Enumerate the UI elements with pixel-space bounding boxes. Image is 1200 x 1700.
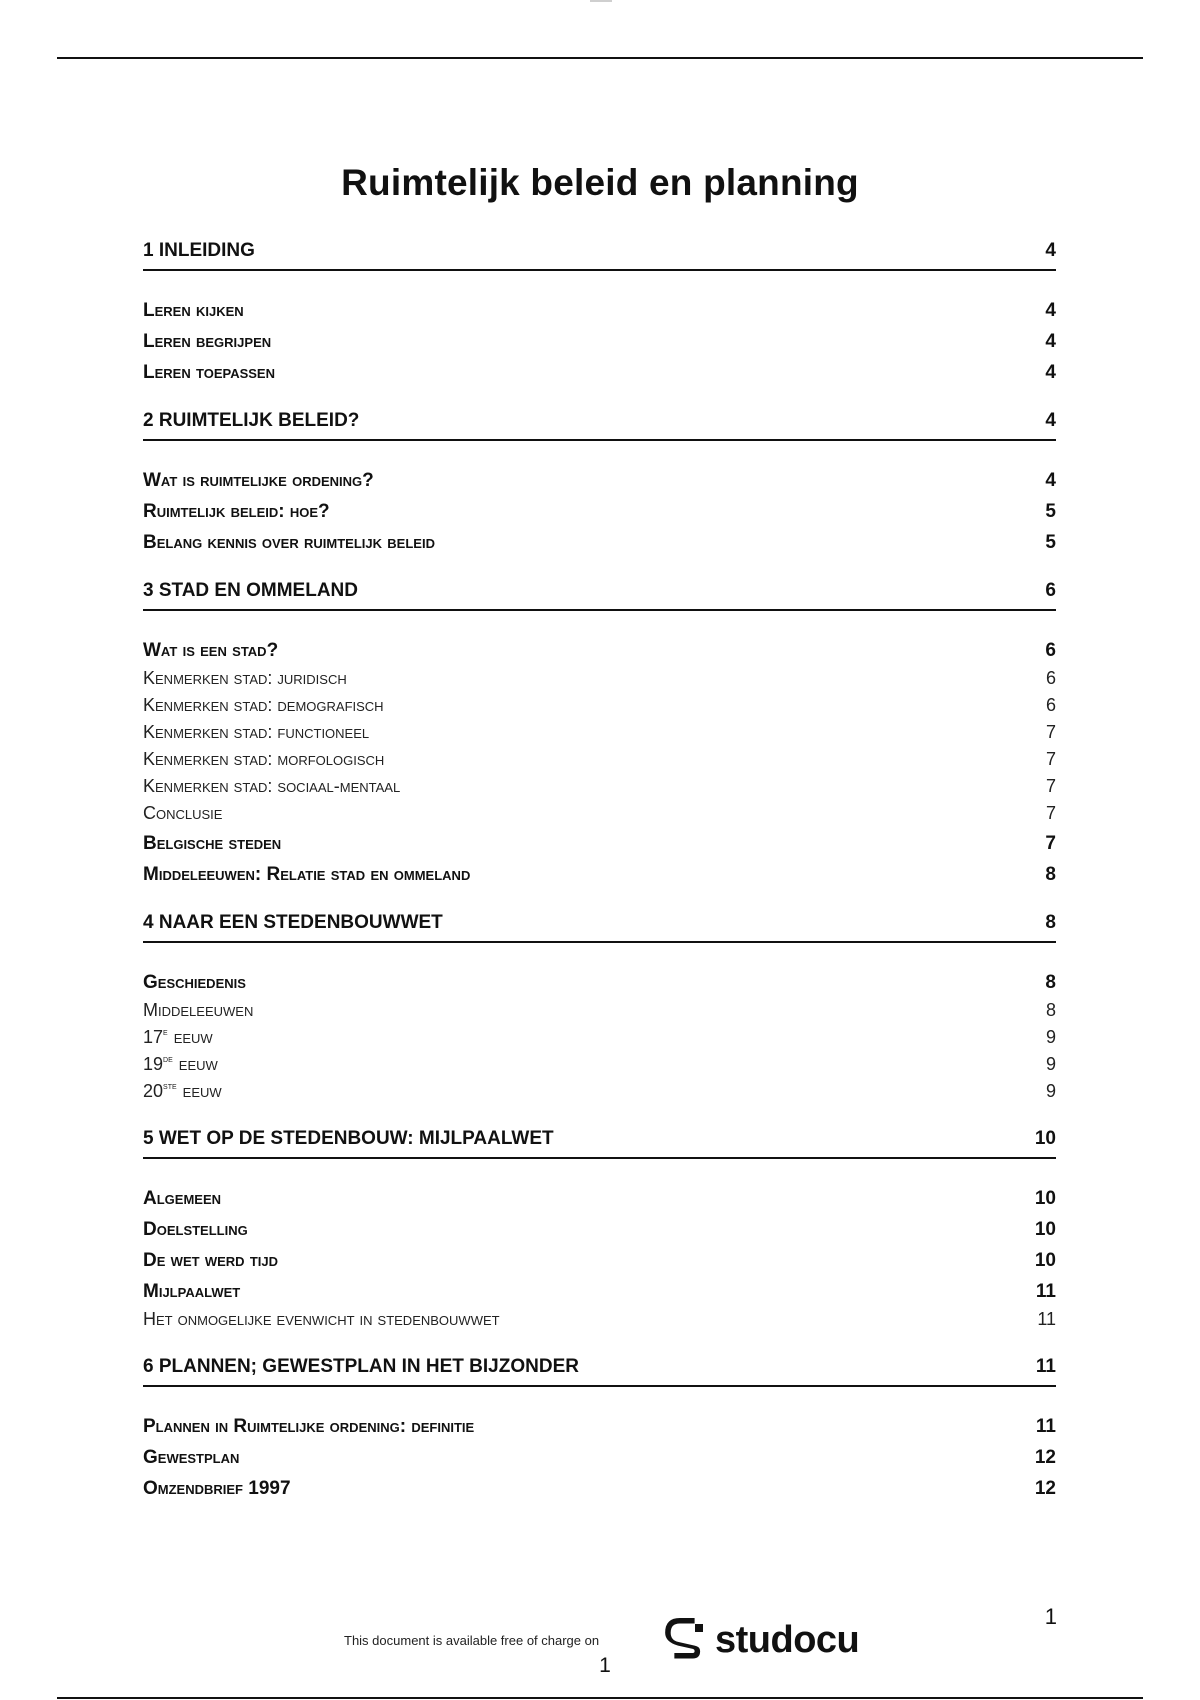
toc-entry-label: Omzendbrief 1997 xyxy=(143,1478,291,1499)
page-number-center: 1 xyxy=(599,1654,611,1677)
toc-section-heading[interactable] xyxy=(143,406,1056,441)
toc-entry-page: 12 xyxy=(1034,1478,1056,1499)
toc-heading-page: 4 xyxy=(1045,410,1056,431)
toc-entry[interactable] xyxy=(143,464,1056,490)
toc-heading-label: 1 INLEIDING xyxy=(143,240,255,261)
toc-entry[interactable] xyxy=(143,822,1056,853)
toc-entry-label xyxy=(143,1055,218,1073)
toc-section xyxy=(143,1352,1056,1498)
toc-entry-page: 4 xyxy=(1045,331,1056,352)
toc-entry-number: 17 xyxy=(143,1027,164,1047)
toc-entry[interactable] xyxy=(143,1208,1056,1239)
toc-entry[interactable] xyxy=(143,795,1056,822)
toc-section-heading[interactable] xyxy=(143,1124,1056,1159)
toc-entry[interactable] xyxy=(143,768,1056,795)
toc-entry-page: 10 xyxy=(1034,1188,1056,1209)
toc-section-heading[interactable] xyxy=(143,576,1056,611)
toc-entry-page: 10 xyxy=(1034,1250,1056,1271)
toc-entry-label: Leren toepassen xyxy=(143,362,275,383)
toc-entry-label xyxy=(143,1082,222,1100)
toc-entry-label: Middeleeuwen xyxy=(143,1000,254,1020)
toc-entry-suffix: eeuw xyxy=(173,1054,218,1074)
toc-entry-label: De wet werd tijd xyxy=(143,1250,278,1271)
toc-entry-label: Belgische steden xyxy=(143,833,282,854)
page-number-right: 1 xyxy=(1044,1604,1057,1629)
toc-entry-label: Geschiedenis xyxy=(143,972,246,993)
toc-entry-page: 6 xyxy=(1045,668,1056,688)
toc-entry[interactable] xyxy=(143,634,1056,660)
toc-entry-label: Kenmerken stad: functioneel xyxy=(143,722,370,742)
toc-entry-label: Doelstelling xyxy=(143,1219,248,1240)
toc-entry-label: Wat is ruimtelijke ordening? xyxy=(143,470,374,491)
toc-heading-label: 5 WET OP DE STEDENBOUW: MIJLPAALWET xyxy=(143,1128,554,1149)
toc-entry[interactable] xyxy=(143,294,1056,320)
toc-entry[interactable] xyxy=(143,1239,1056,1270)
studocu-wordmark: studocu xyxy=(715,1618,860,1661)
toc-entry-page: 7 xyxy=(1045,722,1056,742)
toc-entry-page: 9 xyxy=(1045,1054,1056,1074)
toc-entry[interactable] xyxy=(143,320,1056,351)
toc-entry-page: 7 xyxy=(1045,776,1056,796)
toc-heading-label: 2 RUIMTELIJK BELEID? xyxy=(143,410,360,431)
toc-heading-label: 3 STAD EN OMMELAND xyxy=(143,580,358,601)
toc-entry[interactable] xyxy=(143,966,1056,992)
toc-entry-label: Algemeen xyxy=(143,1188,222,1209)
toc-entry-number: 19 xyxy=(143,1054,164,1074)
toc-entry-superscript: ste xyxy=(163,1081,177,1092)
toc-section-heading[interactable] xyxy=(143,908,1056,943)
toc-entry[interactable] xyxy=(143,660,1056,687)
toc-section xyxy=(143,406,1056,552)
toc-heading-page: 6 xyxy=(1045,580,1056,601)
toc-entry[interactable] xyxy=(143,714,1056,741)
toc-entry[interactable] xyxy=(143,687,1056,714)
toc-entry-page: 6 xyxy=(1045,695,1056,715)
toc-section xyxy=(143,236,1056,382)
toc-entry-page: 8 xyxy=(1045,864,1056,885)
toc-entry[interactable] xyxy=(143,853,1056,884)
toc-entry[interactable] xyxy=(143,1270,1056,1301)
toc-section xyxy=(143,576,1056,884)
toc-entry-label: Kenmerken stad: sociaal-mentaal xyxy=(143,776,401,796)
toc-entry[interactable] xyxy=(143,351,1056,382)
toc-entry-label: Leren kijken xyxy=(143,300,244,321)
toc-entry-page: 4 xyxy=(1045,362,1056,383)
toc-entry-page: 11 xyxy=(1035,1416,1056,1437)
toc-entry-number: 20 xyxy=(143,1081,164,1101)
document-title: Ruimtelijk beleid en planning xyxy=(341,162,859,203)
toc-entry-page: 9 xyxy=(1045,1027,1056,1047)
toc-entry[interactable] xyxy=(143,1046,1056,1073)
toc-heading-page: 11 xyxy=(1035,1356,1056,1377)
toc-entry-label: Kenmerken stad: morfologisch xyxy=(143,749,385,769)
toc-entry-label: Gewestplan xyxy=(143,1447,240,1468)
toc-entry-label: Kenmerken stad: juridisch xyxy=(143,668,347,688)
toc-heading-label: 6 PLANNEN; GEWESTPLAN IN HET BIJZONDER xyxy=(143,1356,579,1377)
footer-availability-text: This document is available free of charge on xyxy=(344,1633,600,1648)
toc-entry-label: Belang kennis over ruimtelijk beleid xyxy=(143,532,435,553)
toc-entry-page: 5 xyxy=(1045,501,1056,522)
toc-heading-page: 4 xyxy=(1045,240,1056,261)
toc-section xyxy=(143,908,1056,1100)
toc-entry-page: 12 xyxy=(1034,1447,1056,1468)
toc-heading-label: 4 NAAR EEN STEDENBOUWWET xyxy=(143,912,443,933)
toc-entry[interactable] xyxy=(143,1436,1056,1467)
toc-section-heading[interactable] xyxy=(143,236,1056,271)
toc-entry-superscript: e xyxy=(163,1027,168,1038)
toc-entry-label: Ruimtelijk beleid: hoe? xyxy=(143,501,330,522)
toc-entry-suffix: eeuw xyxy=(168,1027,213,1047)
toc-entry[interactable] xyxy=(143,1073,1056,1100)
toc-entry-page: 8 xyxy=(1045,1000,1056,1020)
toc-entry-page: 4 xyxy=(1045,470,1056,491)
toc-entry-label: Kenmerken stad: demografisch xyxy=(143,695,384,715)
toc-entry-page: 10 xyxy=(1034,1219,1056,1240)
toc-entry-label: Conclusie xyxy=(143,803,223,823)
toc-entry-label: Middeleeuwen: Relatie stad en ommeland xyxy=(143,864,471,885)
toc-entry-page: 4 xyxy=(1045,300,1056,321)
toc-entry[interactable] xyxy=(143,741,1056,768)
toc-heading-page: 8 xyxy=(1045,912,1056,933)
toc-entry[interactable] xyxy=(143,490,1056,521)
toc-entry-page: 7 xyxy=(1045,833,1056,854)
toc-entry-suffix: eeuw xyxy=(177,1081,222,1101)
toc-entry[interactable] xyxy=(143,1410,1056,1436)
toc-entry-page: 9 xyxy=(1045,1081,1056,1101)
toc-entry[interactable] xyxy=(143,1182,1056,1208)
top-edge-mark xyxy=(590,0,612,2)
toc-entry-label: Wat is een stad? xyxy=(143,640,279,661)
toc-heading-page: 10 xyxy=(1034,1128,1056,1149)
toc-section xyxy=(143,1124,1056,1328)
toc-entry-label: Het onmogelijke evenwicht in stedenbouwwet xyxy=(143,1309,500,1329)
footer-rule xyxy=(57,1697,1143,1699)
toc-entry-page: 7 xyxy=(1045,749,1056,769)
toc-entry[interactable] xyxy=(143,992,1056,1019)
toc-entry-label: Mijlpaalwet xyxy=(143,1281,241,1302)
header-rule xyxy=(57,57,1143,59)
toc-entry-label: Plannen in Ruimtelijke ordening: definitie xyxy=(143,1416,475,1437)
toc-entry-page: 7 xyxy=(1045,803,1056,823)
toc-entry[interactable] xyxy=(143,1467,1056,1498)
toc-entry-page: 5 xyxy=(1045,532,1056,553)
toc-entry-page: 11 xyxy=(1037,1309,1056,1329)
toc-entry-superscript: de xyxy=(163,1054,173,1065)
toc-entry-page: 6 xyxy=(1045,640,1056,661)
toc-entry[interactable] xyxy=(143,1301,1056,1328)
toc-entry[interactable] xyxy=(143,1019,1056,1046)
toc-entry-page: 8 xyxy=(1045,972,1056,993)
toc-entry[interactable] xyxy=(143,521,1056,552)
toc-section-heading[interactable] xyxy=(143,1352,1056,1387)
toc-entry-label: Leren begrijpen xyxy=(143,331,272,352)
table-of-contents xyxy=(143,236,1056,1522)
toc-entry-label xyxy=(143,1028,213,1046)
toc-entry-page: 11 xyxy=(1035,1281,1056,1302)
